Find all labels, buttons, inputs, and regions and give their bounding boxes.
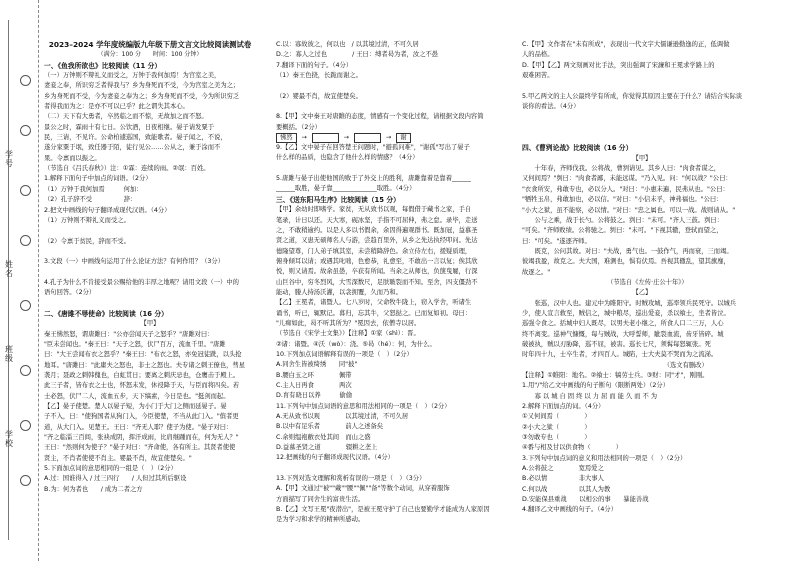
text-line [44, 226, 256, 236]
text-line: （二）天下有大勇者，卒然临之而不惊，无故加之而不怒。 [44, 113, 208, 121]
text-line: 4.孔子为什么不肯接受景公赐给他的丰厚之地呢？请用文段（一）中的 [44, 278, 239, 286]
text-line: 曰："大王尝闻布衣之怒乎？"秦王曰："布衣之怒，亦免冠徒跣，以头抢 [44, 351, 242, 359]
text-line: 民，三请，不见许。公命柏遽巡国，致能歌者。晏子闻之，不说， [44, 134, 227, 142]
text-line: 德隆望尊，门人弟子填其室，未尝稍降辞色。余立侍左右，援疑质理， [276, 247, 472, 255]
text-line: 【乙】王冕者，诸暨人。七八岁时，父命牧牛陇上，窃入学舍，听诸生 [276, 299, 472, 307]
exam-title: 2023–2024 学年度统编版九年级下册文言文比较阅读测试卷 [48, 40, 252, 49]
text-line: 贤之道，又患无硕师名人与游，尝趋百里外，从乡之先达执经叩问。先达 [276, 237, 478, 245]
text-line: 3.下列句中加点词的意义和用法相同的一项是（ ）（2分） [522, 454, 687, 462]
text-line: B.腰白玉之环 佩带 [276, 371, 352, 379]
text-line: （2）孔子辞不受 辞： [44, 196, 137, 204]
text-line: 8.【甲】文中秦王对唐雎的态度，情感有一个变化过程，请根据文段内容简 [276, 113, 484, 121]
text-line: 11.下列句中加点词语的意思和用法相同的一项是（ ）（2分） [276, 402, 451, 410]
text-line: （2）婴最不肖，故宜使楚矣。 [276, 92, 362, 100]
text-line: C.【甲】文作者在"未有所成"，表现出一代文字大儒谦逊勤逸的正，低调做 [522, 41, 730, 48]
text-line: D.益慕圣贤之道 辍耕之垄上 [276, 444, 378, 452]
text-line: 贤主，不肖者使使不肖主。婴最不肖，故宜使楚矣。" [44, 454, 192, 462]
binding-line [8, 20, 9, 540]
exam-subtitle: （满分：100 分 时间：100 分钟） [97, 51, 203, 59]
text-line [522, 112, 762, 122]
plot-box [354, 133, 381, 143]
text-line: ①又何间焉（ ） [522, 413, 591, 421]
text-line: C.主人日再食 两次 [276, 382, 352, 389]
text-line: D.育有晓日以养 偷偷 [276, 392, 353, 400]
text-line: 【乙】晏子使楚。楚人以晏子短，为小门于大门之侧而延晏子。晏 [44, 403, 227, 411]
text-line: C.余则缊袍敝衣处其间 而山之盛 [276, 433, 371, 441]
text-line: 士必怒，伏尸二人，流血五步，天下缟素，今日是也。"挺剑而起。 [44, 392, 230, 400]
section-heading: 三、《送东阳马生序》比较阅读（15 分） [276, 195, 400, 204]
plot-box: 谢 [396, 133, 410, 143]
binding-label-student-id: 学号 [5, 150, 13, 168]
text-line: ②诸：诸暨。④沃（wò）：浇。⑤曷（hé）：何，为什么。 [276, 340, 436, 348]
text-line: 艰难困苦。 [522, 72, 554, 80]
text-line: 2.解释下面加点的词。（4分） [522, 403, 605, 411]
text-line: A.无从致书以观 以其境过清，不可久居 [276, 413, 409, 421]
text-line [522, 133, 762, 143]
text-line: 子不入，曰："使狗国者从狗门入，今臣使楚，不当从此门入。"傧者更 [44, 413, 239, 421]
text-line: 能动，媵人持汤沃灌，以衾拥覆，久而乃和。 [276, 288, 402, 296]
text-line: 12.把画线的句子翻译成现代汉语。（4分） [276, 454, 394, 462]
text-line: ______取胜，晏子靠______________取胜。（4分） [276, 185, 416, 193]
text-line: 时年四十九，士卒生者，才四百人。城陷，士大夫莫不哭而为之流涕。 [522, 351, 718, 359]
text-line: （节选自《吕氏春秋》）注：①霖：连续的雨。②氓：百姓。 [44, 165, 210, 173]
text-line [276, 102, 502, 112]
text-line: 【注释】①睢阳：地名。②飨士：犒劳士兵。③财：同"才"，刚刚。 [522, 372, 709, 379]
text-line: 2.把文中画线的句子翻译成现代汉语。（4分） [44, 206, 171, 214]
text-line: 5.甲乙两文的主人公最终学有所成，你觉得其原因主要在于什么？请结合实际谈 [522, 92, 743, 100]
text-line: （2）令禀于贫民，辞而不受。 [44, 237, 130, 245]
text-line: 妻妾之奉，所识穷乏者得我与？乡为身死而不受，今为宫室之美为之； [44, 82, 240, 90]
text-line: （1）秦王色挠，长跪而谢之。 [276, 72, 362, 80]
text-line: C.何以战 以其人为教 [522, 485, 611, 493]
passage-label: 【甲】 [140, 320, 160, 328]
text-line: （一）万钟则不辩礼义而受之，万钟于我何加焉！为宫室之美， [44, 72, 221, 80]
text-line: 5.唐雎与晏子出使他国的败于了外交上的胜利，唐雎靠着是靠着______ [276, 175, 471, 183]
text-line: 1.用"/"给乙文中画线的句子断句（限断两处）（2分） [522, 382, 670, 390]
text-line: （1）万钟于我何加焉 何加： [44, 185, 143, 193]
binding-hole [20, 420, 31, 431]
text-line: 人的品格。 [522, 51, 554, 59]
plot-box [312, 133, 339, 143]
text-line: 笔录，计日以还。天大寒，砚冰坚，手指不可屈伸，弗之怠。录毕，走送 [276, 216, 478, 224]
text-line [44, 268, 256, 278]
text-line: 4.翻译乙文中画线的句子。（4分） [522, 506, 618, 514]
text-line: 之，不敢稍逾约。以是人多以书假余，余因得遍观群书。既加冠，益慕圣 [276, 226, 478, 234]
binding-hole [20, 185, 31, 196]
text-line: 5.下面加点词的意思相同的一组是（ ）（2分） [44, 465, 177, 473]
text-line: 曰："可矣。"遂逐齐师。 [522, 237, 591, 245]
text-line: B.以中有足乐者 前人之述备矣 [276, 423, 384, 431]
text-line: 秦王怫然怒，谓唐雎曰："公亦尝闻天子之怒乎？"唐雎对曰： [44, 330, 214, 338]
text-line: 9.【乙】文中晏子在回答楚王问题时，"避孤问难"，"谢孤"写出了晏子 [276, 144, 470, 152]
text-line: D.安能保县重战 以相公的事 暴能善战 [522, 496, 649, 504]
text-line: 乡为身死而不受，今为妻妾之奉为之；乡为身死而不受，今为所识穷乏 [44, 92, 240, 100]
text-line: 什么样的品质，也隐含了他什么样的情感？（4分） [276, 154, 419, 162]
binding-hole [20, 125, 31, 136]
text-line: "臣未尝闻也。"秦王曰："天子之怒，伏尸百万，流血千里。"唐雎 [44, 340, 226, 348]
text-line: 少，使人宣言救至，贼信之，城中粮尽，巡出爱妾，杀以飨士，坐者皆泣。 [522, 309, 730, 317]
text-line: （选文有删改） [522, 361, 708, 369]
text-line: （节选自《宋学士文集》）【注释】①家（shì）：晋。 [276, 330, 420, 338]
text-line: 公与之乘，战于长勺。公将鼓之。刿曰："未可。"齐人三鼓。刿曰： [522, 216, 723, 224]
text-line: 1.解释下面句子中加点的词语。（2分） [44, 175, 152, 183]
arrow-icon: → [301, 134, 307, 142]
text-line: A.过：国谁得入 / 过三四行 / 人但过其所后驱设 [44, 475, 187, 483]
text-line: "衣食所安，弗敢专也，必以分人。"对曰："小惠未遍，民弗从也。"公曰： [522, 185, 729, 193]
text-line: （1）万钟则不辩礼义而受之。 [44, 216, 130, 224]
arrow-icon: → [343, 134, 350, 142]
passage-label: 【甲】 [632, 154, 652, 162]
text-line: 3.文段（一）中画线句运用了什么论证方法？有何作用？（3分） [44, 258, 225, 266]
text-line: 悦，则又请焉。故余虽愚，卒获有所闻。当余之从师也，负箧曳屣，行深 [276, 268, 478, 276]
text-line: 巡强令食之。括城中妇人既尽，以男夫老小继之，所食人口二三万，人心 [522, 320, 724, 328]
text-line: 遂分家粟于氓，致任器于陌，徒行见公……公从之，兼于涂而不 [44, 144, 221, 152]
text-line: 王曰："然则何为使子？"晏子对曰："齐命使，各有所主。其贤者使使 [44, 444, 236, 452]
text-line: 诵书，听已，辄默记。暮归，忘其牛，父怒挞之。已而复如初。母曰： [276, 309, 472, 317]
exam-column-right [522, 40, 762, 516]
text-line: "齐之临淄三百闾，张袂成阴，挥汗成雨，比肩继踵而在，何为无人？" [44, 434, 239, 442]
text-line: A.【甲】文通过"被""戴""腰""佩""备"等数个动词，从穿着服饰 [276, 485, 450, 493]
text-line: 道，从大门入。见楚王。王曰："齐无人耶？使子为使。"晏子对曰： [44, 423, 233, 431]
text-line: 彼竭我盈，故克之。夫大国，难测也，惧有伏焉。吾视其辙乱，望其旗靡， [522, 258, 730, 266]
text-line: C.以：寡故彼之，何以也 / 以其境过清，不可久居 [276, 41, 419, 48]
binding-hole [20, 365, 31, 376]
text-line: 张巡，汉中人也。建元中为睢阳守。时贼攻城，巡率领兵民死守。以城兵 [522, 299, 737, 307]
text-line: A.同舍生皆被绮绣 同"披" [276, 361, 358, 369]
text-line [522, 81, 762, 91]
text-line: 破被执，贼以刃胁降，巡不屈，被害。巡长七尺，须髯每怒辄张。死 [522, 340, 711, 348]
text-line: ③勿敢专也（ ） [522, 434, 591, 442]
text-line: 此三子者，皆布衣之士也，怀怒未发，休祲降于天，与臣而将四矣。若 [44, 382, 240, 390]
section-heading: 一、《鱼我所欲也》比较阅读（11 分） [44, 61, 162, 70]
text-line: 十年春，齐师伐我。公将战，曹刿请见。其乡人曰："肉食者谋之， [522, 165, 721, 173]
binding-hole [20, 475, 31, 486]
text-line: "可矣。"齐师败绩。公将驰之。刿曰："未可。"下视其辙，登轼而望之， [522, 227, 723, 235]
text-line: ②小大之狱（ ） [522, 423, 591, 431]
text-line: D.【甲】【乙】两文刻画对比手法，突出强调了宋濂和王冕求学路上的 [522, 61, 715, 69]
text-line: 方面描写了同舍生的富贵生活。 [276, 495, 365, 503]
text-line: 俯身倾耳以请；或遇其叱咄，色愈恭，礼愈至，不敢出一言以复；俟其欣 [276, 257, 478, 265]
section-heading: 二、《唐雎不辱使命》比较阅读（16 分） [44, 309, 168, 318]
plot-box: 怫然 [276, 133, 297, 143]
binding-margin [0, 0, 39, 561]
binding-hole [20, 75, 31, 86]
text-line: A.公将鼓之 宽焉爱之 [522, 465, 604, 473]
text-line: 地耳。"唐雎曰："此庸夫之怒也，非士之怒也。夫专诸之刺王僚也，彗星 [44, 361, 245, 369]
section-heading: 四、《曹刿论战》比较阅读（16 分） [522, 144, 633, 153]
text-line: 景公之时，霖雨十有七日。公饮酒，日夜相继。晏子请发粟于 [44, 123, 215, 131]
text-line: 又何间焉？"刿曰："肉食者鄙，未能远谋。"乃入见。问："何以战？"公曰： [522, 175, 732, 183]
text-line: D.之：寡人之过也 / 王曰：缚者曷为者，汝之不愚 [276, 51, 439, 59]
text-line: 10.下列加点词语解释有误的一项是（ ）（2分） [276, 350, 413, 358]
text-line: 13.下列对选文理解和赏析有误的一项是（ ）（3分） [276, 475, 426, 483]
plot-chain [276, 133, 502, 143]
text-line: ④番与相及甘以供食物（ ） [522, 444, 623, 452]
text-line: （节选自《左传·庄公十年》） [522, 278, 688, 286]
binding-hole [20, 300, 31, 311]
text-line: B.必以情 非大事人 [522, 475, 604, 483]
text-line [44, 299, 256, 309]
binding-label-school: 学校 [5, 430, 13, 448]
text-line: 山巨谷中，穷冬烈风，大雪深数尺，足肤皲裂而不知。至舍，四支僵劲不 [276, 278, 478, 286]
exam-column-left [44, 40, 256, 495]
text-line: 语句回答。（2分） [44, 289, 96, 297]
text-line: 是为学习和求学的精神所感动。 [276, 516, 365, 524]
binding-label-class: 班级 [5, 345, 13, 363]
passage-label: 【乙】 [632, 289, 652, 297]
text-line: 寡 以 城 自 固 终 以 力 屈 而 能 久 而 不 为 [522, 392, 658, 400]
text-line [44, 247, 256, 257]
text-line: 者得我而为之：是亦不可以已乎？此之谓失其本心。 [44, 103, 189, 111]
text-line [276, 164, 502, 174]
binding-label-name: 姓名 [5, 260, 13, 278]
text-line: 终不离变。巡神气慷慨，每与贼战，大呼誓师，眦裂血流，齿牙皆碎。城 [522, 330, 724, 338]
text-line: B.【乙】文写王冕"夜潜出"，是被王冕守护了自己也要勤学才能成为人家原因 [276, 506, 490, 514]
text-line: 果。令禀而以振之。 [44, 154, 101, 162]
text-line: 既克，公问其故。对曰："夫战，勇气也。一鼓作气，再而衰，三而竭。 [522, 247, 733, 255]
text-line [276, 464, 502, 474]
text-line: 要概括。（2分） [276, 123, 321, 131]
text-line [522, 123, 762, 133]
text-line: 袭月；聂政之刺韩傀也，白虹贯日；要离之刺庆忌也，仓鹰击于殿上。 [44, 372, 240, 379]
binding-hole [20, 235, 31, 246]
arrow-icon: → [385, 134, 392, 142]
text-line: 故逐之。" [522, 268, 551, 276]
text-line: "牺牲玉帛，弗敢加也，必以信。"对曰："小信未孚，神弗福也。"公曰： [522, 196, 723, 204]
text-line: "小大之狱，虽不能察，必以情。"对曰："忠之属也。可以一战。战则请从。" [522, 206, 736, 214]
text-line: 7.翻译下面的句子。（4分） [276, 61, 353, 69]
text-line: "儿痴如此，曷不听其所为？"冕因去，依僧寺以居。 [276, 319, 421, 327]
text-line: B.为：何为者也 / 成为二者之方 [44, 485, 143, 493]
text-line: 【甲】余幼时即嗜学。家贫，无从致书以观，每假借于藏书之家，手自 [276, 206, 472, 214]
exam-column-middle [276, 40, 502, 526]
text-line: 谈你的看法。（4分） [522, 103, 580, 111]
text-line [276, 81, 502, 91]
